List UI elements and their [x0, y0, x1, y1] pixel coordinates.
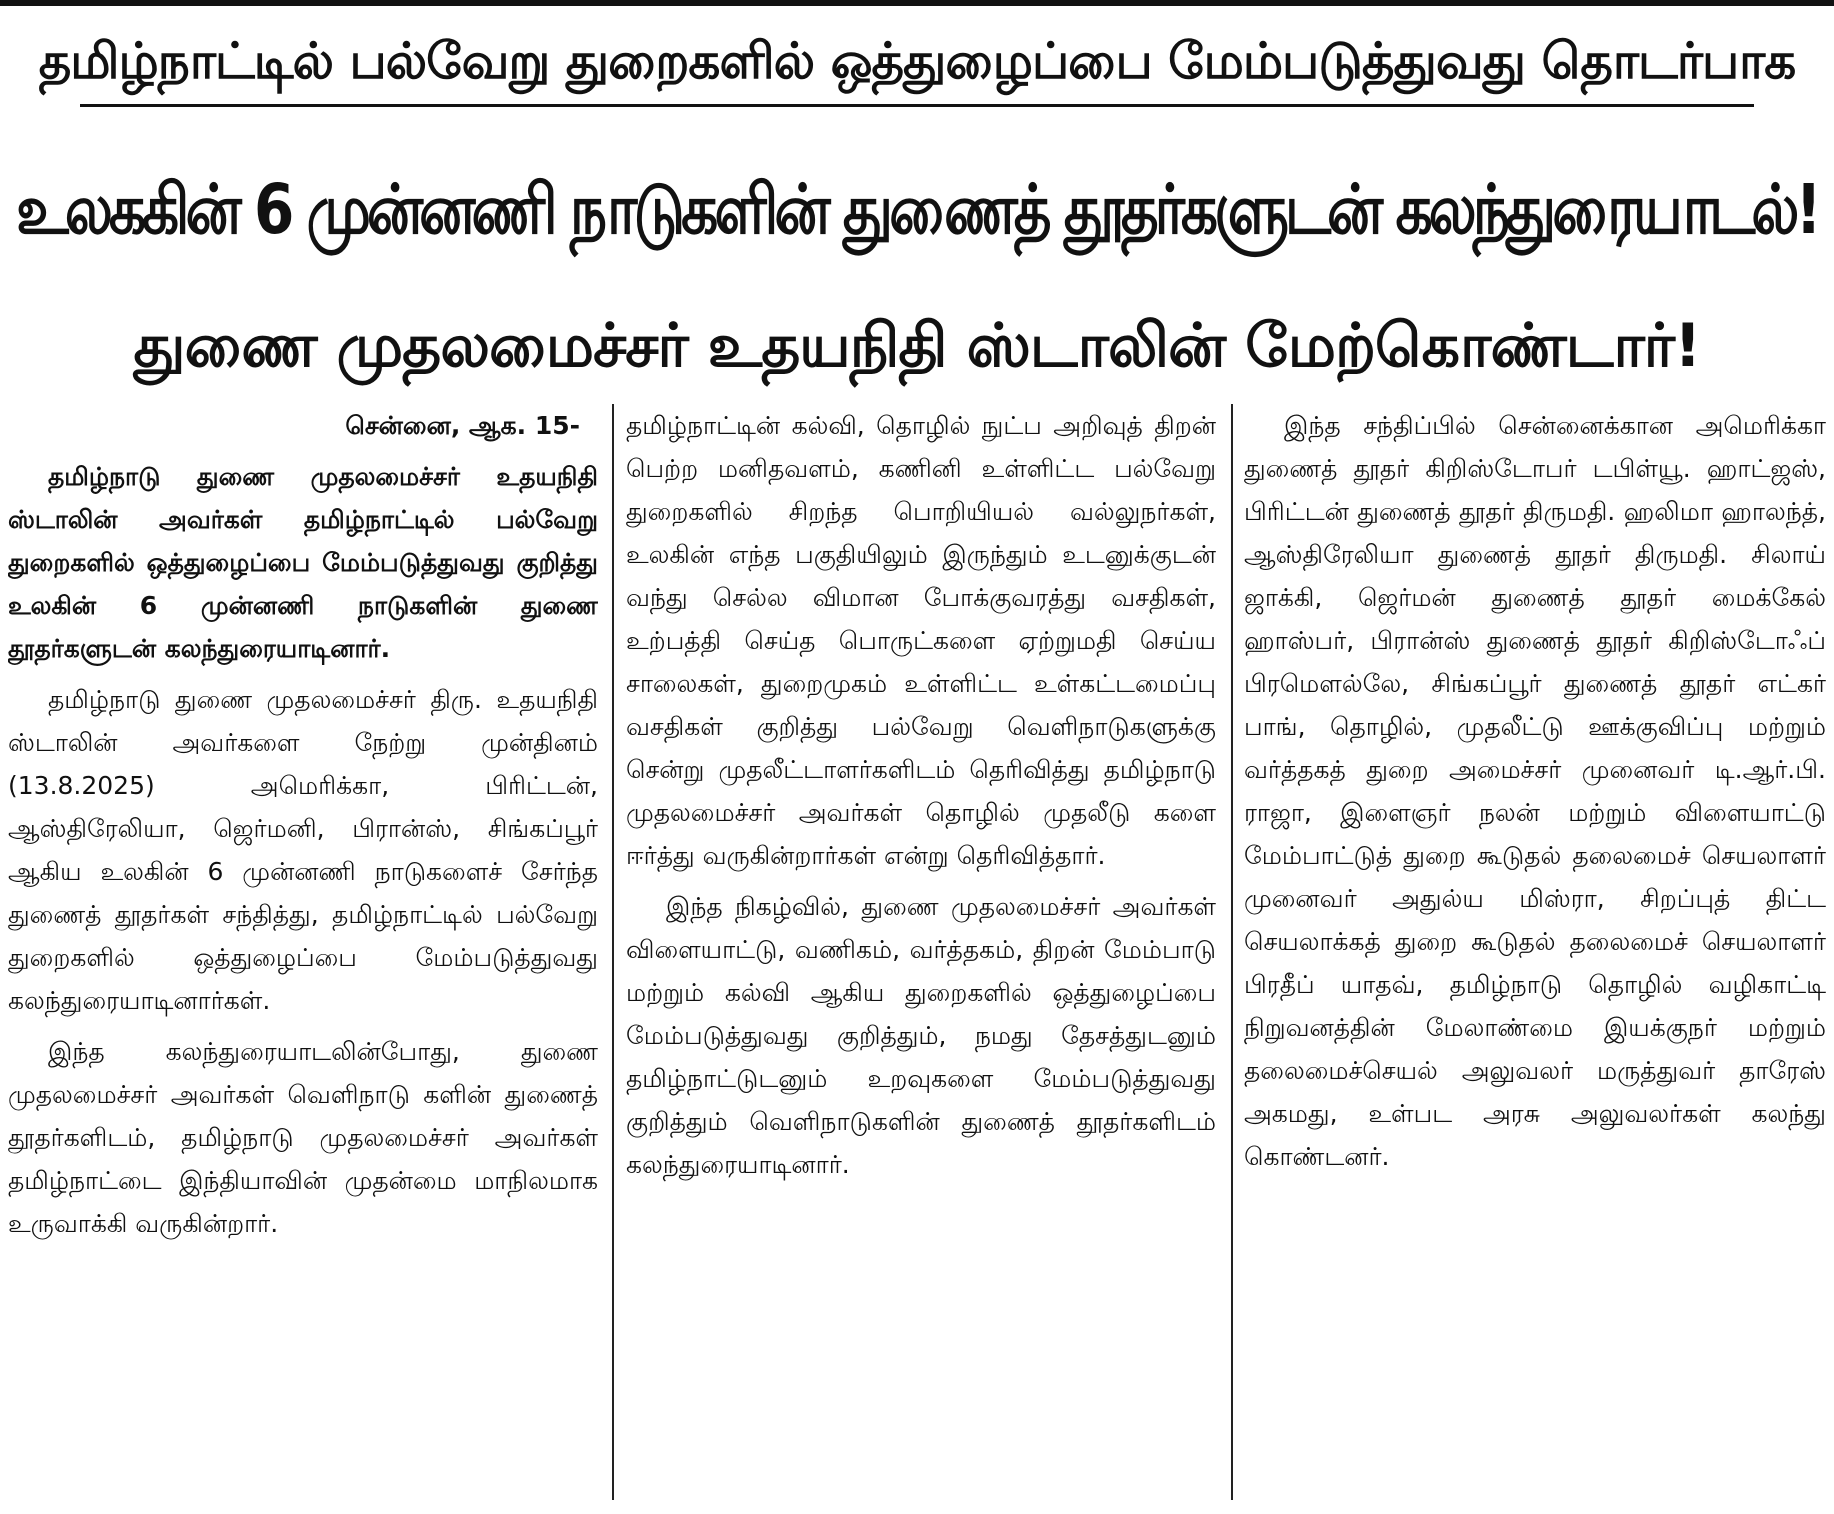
sub-headline: துணை முதலமைச்சர் உதயநிதி ஸ்டாலின் மேற்கொண்டார்!: [133, 311, 1701, 381]
body-paragraph: இந்த சந்திப்பில் சென்னைக்கான அமெரிக்கா துணைத் தூதர் கிறிஸ்டோபர் டபிள்யூ. ஹாட்ஜஸ், பிரிட்டன் துணைத் தூதர் திருமதி. ஹலிமா ஹாலந்த், ஆஸ்திரேலியா துணைத் தூதர் திருமதி. சிலாய் ஜாக்கி, ஜெர்மன் துணைத் தூதர் மைக்கேல் ஹாஸ்பர், பிரான்ஸ் துணைத் தூதர் கிறிஸ்டோஃப் பிரமௌல்லே, சிங்கப்பூர் துணைத் தூதர் எட்கர் பாங், தொழில், முதலீட்டு ஊக்குவிப்பு மற்றும் வர்த்தகத் துறை அமைச்சர் முனைவர் டி.ஆர்.பி. ராஜா, இளைஞர் நலன் மற்றும் விளையாட்டு மேம்பாட்டுத் துறை கூடுதல் தலைமைச் செயலாளர் முனைவர் அதுல்ய மிஸ்ரா, சிறப்புத் திட்ட செயலாக்கத் துறை கூடுதல் தலைமைச் செயலாளர் பிரதீப் யாதவ், தமிழ்நாடு தொழில் வழிகாட்டி நிறுவனத்தின் மேலாண்மை இயக்குநர் மற்றும் தலைமைச்செயல் அலுவலர் மருத்துவர் தாரேஸ் அகமது, உள்பட அரசு அலுவலர்கள் கலந்து கொண்டனர்.: [1244, 411, 1826, 1171]
main-headline: உலககின் 6 முன்னணி நாடுகளின் துணைத் தூதர்களுடன் கலந்துரையாடல்!: [16, 169, 1818, 250]
column-2: [626, 404, 1216, 1504]
top-border: [0, 0, 1834, 6]
kicker-headline: தமிழ்நாட்டில் பல்வேறு துறைகளில் ஒத்துழைப்பை மேம்படுத்துவது தொடர்பாக: [38, 32, 1796, 90]
column-divider: [1231, 404, 1233, 1500]
kicker-underline: [80, 104, 1754, 107]
column-divider: [612, 404, 614, 1500]
column-1: [8, 404, 598, 1504]
body-paragraph: இந்த கலந்துரையாடலின்போது, துணை முதலமைச்சர் அவர்கள் வெளிநாடு களின் துணைத் தூதர்களிடம், தமிழ்நாடு முதலமைச்சர் அவர்கள் தமிழ்நாட்டை இந்தியாவின் முதன்மை மாநிலமாக உருவாக்கி வருகின்றார்.: [8, 1037, 598, 1238]
column-3: [1244, 404, 1826, 1504]
body-paragraph: தமிழ்நாடு துணை முதலமைச்சர் திரு. உதயநிதி ஸ்டாலின் அவர்களை நேற்று முன்தினம் (13.8.2025) அமெரிக்கா, பிரிட்டன், ஆஸ்திரேலியா, ஜெர்மனி, பிரான்ஸ், சிங்கப்பூர் ஆகிய உலகின் 6 முன்னணி நாடுகளைச் சேர்ந்த துணைத் தூதர்கள் சந்தித்து, தமிழ்நாட்டில் பல்வேறு துறைகளில் ஒத்துழைப்பை மேம்படுத்துவது கலந்துரையாடினார்கள்.: [8, 685, 598, 1015]
lead-paragraph: தமிழ்நாடு துணை முதலமைச்சர் உதயநிதி ஸ்டாலின் அவர்கள் தமிழ்நாட்டில் பல்வேறு துறைகளில் ஒத்துழைப்பை மேம்படுத்துவது குறித்து உலகின் 6 முன்னணி நாடுகளின் துணை தூதர்களுடன் கலந்துரையாடினார்.: [8, 462, 598, 663]
dateline: சென்னை, ஆக. 15-: [345, 411, 580, 440]
body-paragraph: இந்த நிகழ்வில், துணை முதலமைச்சர் அவர்கள் விளையாட்டு, வணிகம், வர்த்தகம், திறன் மேம்பாடு மற்றும் கல்வி ஆகிய துறைகளில் ஒத்துழைப்பை மேம்படுத்துவது குறித்தும், நமது தேசத்துடனும் தமிழ்நாட்டுடனும் உறவுகளை மேம்படுத்துவது குறித்தும் வெளிநாடுகளின் துணைத் தூதர்களிடம் கலந்துரையாடினார்.: [626, 892, 1216, 1179]
body-paragraph: தமிழ்நாட்டின் கல்வி, தொழில் நுட்ப அறிவுத் திறன் பெற்ற மனிதவளம், கணினி உள்ளிட்ட பல்வேறு துறைகளில் சிறந்த பொறியியல் வல்லுநர்கள், உலகின் எந்த பகுதியிலும் இருந்தும் உடனுக்குடன் வந்து செல்ல விமான போக்குவரத்து வசதிகள், உற்பத்தி செய்த பொருட்களை ஏற்றுமதி செய்ய சாலைகள், துறைமுகம் உள்ளிட்ட உள்கட்டமைப்பு வசதிகள் குறித்து பல்வேறு வெளிநாடுகளுக்கு சென்று முதலீட்டாளர்களிடம் தெரிவித்து தமிழ்நாடு முதலமைச்சர் அவர்கள் தொழில் முதலீடு களை ஈர்த்து வருகின்றார்கள் என்று தெரிவித்தார்.: [626, 411, 1216, 870]
